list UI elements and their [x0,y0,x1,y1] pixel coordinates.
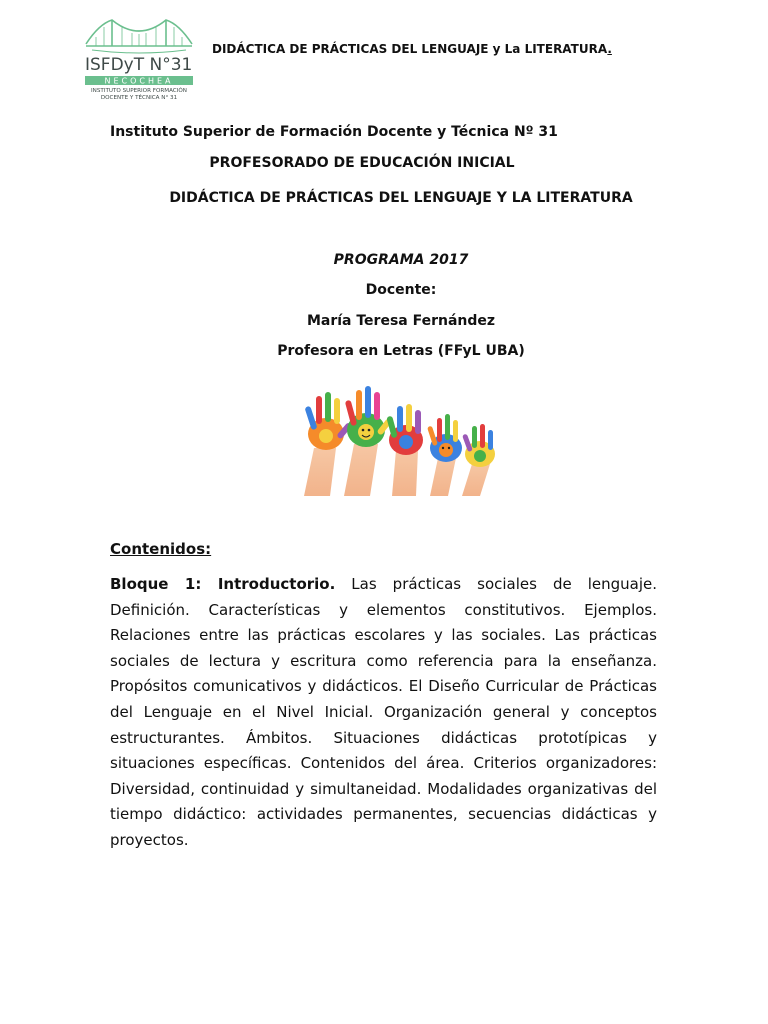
programa-year: PROGRAMA 2017 [333,252,469,268]
docente-title: Profesora en Letras (FFyL UBA) [277,343,525,359]
block1-paragraph [110,572,657,854]
institution-name: Instituto Superior de Formación Docente y Técnica Nº 31 [110,124,558,140]
docente-label: Docente: [365,282,437,298]
header-title-text: DIDÁCTICA DE PRÁCTICAS DEL LENGUAJE y La LITERATURA [212,42,608,56]
institute-logo [82,12,196,102]
bridge-logo-icon [86,20,192,53]
logo-subtitle-line1: INSTITUTO SUPERIOR FORMACIÓN [91,88,187,94]
logo-name: ISFDyT N°31 [85,55,193,75]
logo-city: NECOCHEA [104,76,174,86]
header-title [212,42,612,56]
contents-heading: Contenidos: [110,540,212,558]
docente-name: María Teresa Fernández [306,313,496,329]
program-name: PROFESORADO DE EDUCACIÓN INICIAL [209,155,515,171]
block1-text: Las prácticas sociales de lenguaje. Definición. Características y elementos constitutivos. Ejemplos. Relaciones entre las prácticas escolares y las sociales. Las prácticas sociales de lectura y escritura como referencia para la enseñanza. Propósitos comunicativos y didácticos. El Diseño Curricular de Prácticas del Lenguaje en el Nivel Inicial. Organización general y conceptos estructurantes. Ámbitos. Situaciones didácticas prototípicas y situaciones específicas. Contenidos del área. Criterios organizadores: Diversidad, continuidad y simultaneidad. Modalidades organizativas del tiempo didáctico: actividades permanentes, secuencias didácticas y proyectos. [110,575,657,849]
block1-title: Bloque 1: Introductorio. [110,575,336,593]
subject-title: DIDÁCTICA DE PRÁCTICAS DEL LENGUAJE Y LA LITERATURA [169,190,633,206]
header-title-dot: . [607,42,612,56]
painted-hands-illustration [296,378,506,496]
logo-subtitle-line2: DOCENTE Y TÉCNICA N° 31 [100,95,178,101]
